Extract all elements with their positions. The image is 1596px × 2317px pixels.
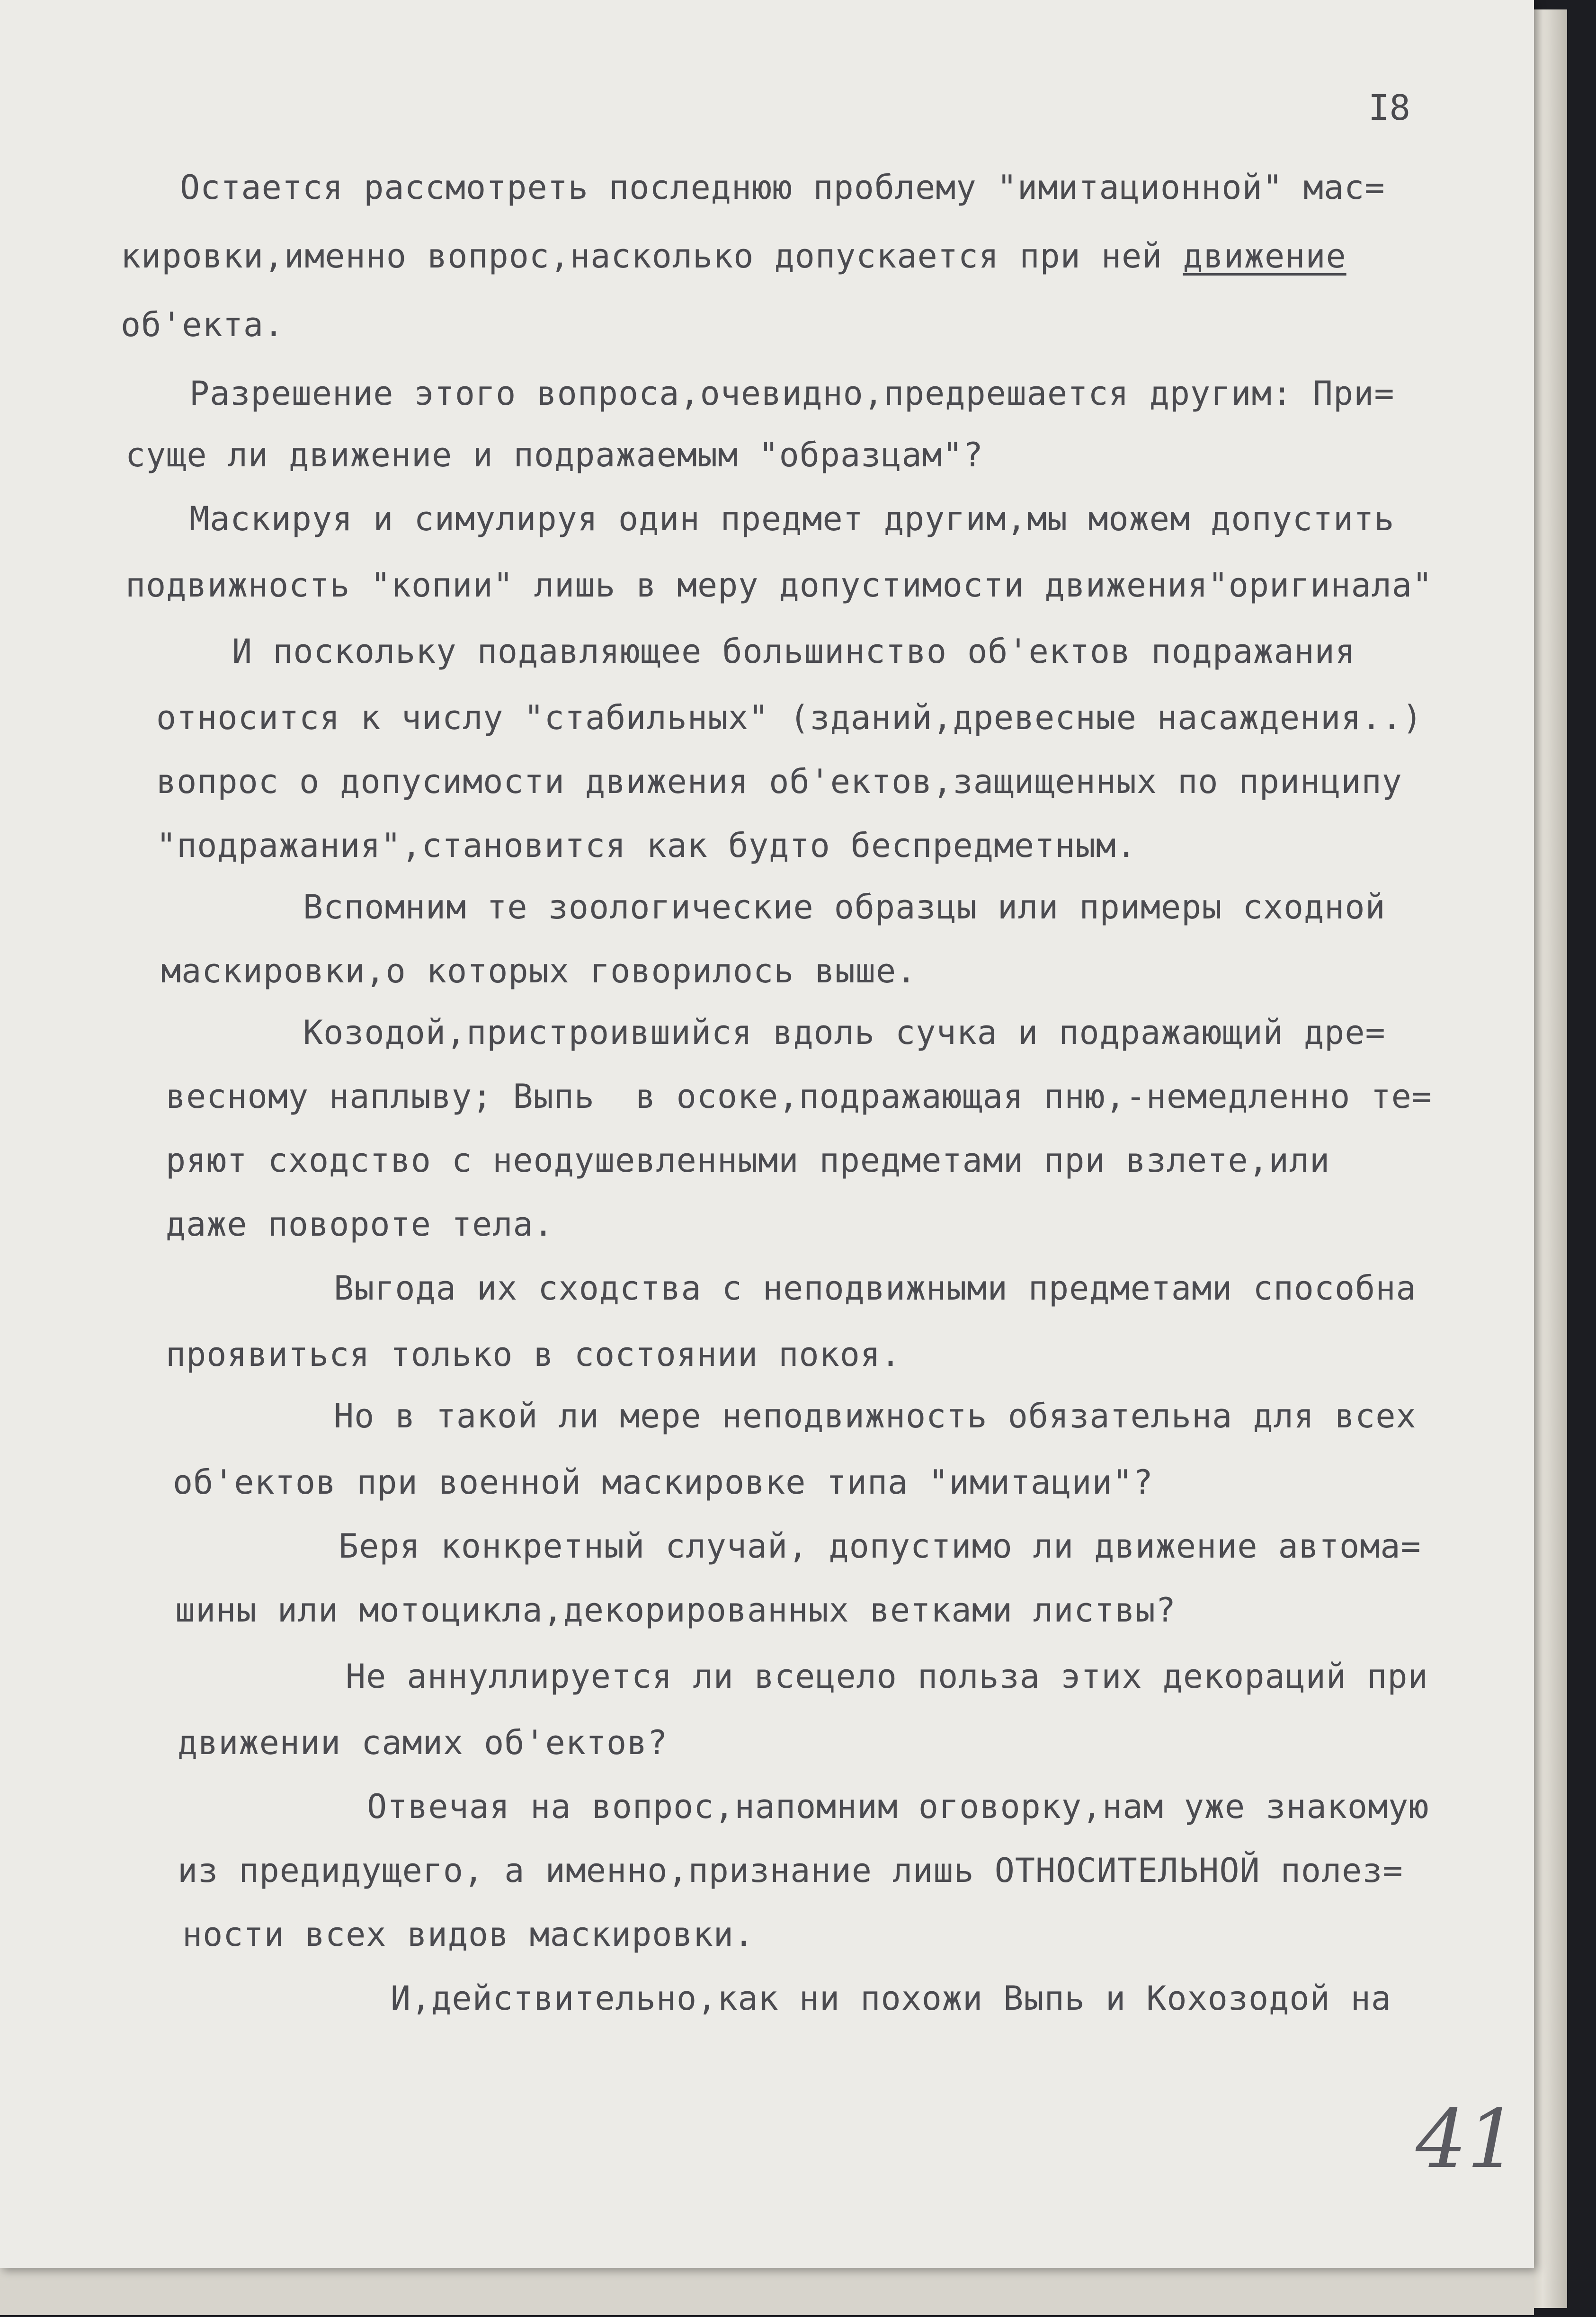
text-line: Беря конкретный случай, допустимо ли движение автома= bbox=[339, 1527, 1421, 1566]
text-line: Остается рассмотреть последнюю проблему "имитационной" мас= bbox=[180, 168, 1385, 207]
text-line: Но в такой ли мере неподвижность обязательна для всех bbox=[334, 1397, 1417, 1435]
archive-handwritten-number: 41 bbox=[1416, 2093, 1518, 2186]
text-line: Маскируя и симулируя один предмет другим,мы можем допустить bbox=[189, 499, 1395, 538]
text-line: даже повороте тела. bbox=[166, 1205, 554, 1244]
text-line: Не аннуллируется ли всецело польза этих декораций при bbox=[346, 1657, 1428, 1696]
text-line: Разрешение этого вопроса,очевидно,предрешается другим: При= bbox=[189, 374, 1395, 413]
text-line: шины или мотоцикла,декорированных ветками листвы? bbox=[175, 1591, 1177, 1630]
text-line: маскировки,о которых говорилось выше. bbox=[161, 952, 917, 990]
text-line: Отвечая на вопрос,напомним оговорку,нам уже знакомую bbox=[367, 1787, 1429, 1826]
page-number: I8 bbox=[1368, 88, 1411, 128]
text-line: вопрос о допусимости движения об'ектов,защищенных по принципу bbox=[156, 762, 1402, 801]
text-line: Козодой,пристроившийся вдоль сучка и подражающий дре= bbox=[303, 1013, 1386, 1052]
text-line: об'екта. bbox=[121, 305, 285, 344]
text-line: из предидущего, а именно,признание лишь ОТНОСИТЕЛЬНОЙ полез= bbox=[178, 1851, 1403, 1890]
text-line: проявиться только в состоянии покоя. bbox=[166, 1335, 901, 1374]
text-line: ряют сходство с неодушевленными предметами при взлете,или bbox=[166, 1141, 1330, 1180]
text-line bbox=[121, 237, 1346, 276]
text-line: об'ектов при военной маскировке типа "имитации"? bbox=[173, 1463, 1153, 1502]
text-line-part: кировки,именно вопрос,насколько допускается при ней bbox=[121, 237, 1163, 276]
text-line: ности всех видов маскировки. bbox=[182, 1915, 755, 1954]
text-line: суще ли движение и подражаемым "образцам"? bbox=[125, 436, 984, 474]
underlined-word: движение bbox=[1183, 237, 1346, 276]
text-line: подвижность "копии" лишь в меру допустимости движения"оригинала" bbox=[125, 566, 1433, 605]
text-line: весному наплыву; Выпь в осоке,подражающая пню,-немедленно те= bbox=[166, 1077, 1432, 1116]
text-line: движении самих об'ектов? bbox=[178, 1723, 668, 1762]
text-line: И поскольку подавляющее большинство об'ектов подражания bbox=[232, 632, 1355, 671]
text-line: И,действительно,как ни похожи Выпь и Кохозодой на bbox=[391, 1979, 1392, 2018]
text-line: Выгода их сходства с неподвижными предметами способна bbox=[334, 1269, 1417, 1308]
text-line: относится к числу "стабильных" (зданий,древесные насаждения..) bbox=[156, 698, 1423, 737]
text-line: Вспомним те зоологические образцы или примеры сходной bbox=[303, 888, 1386, 927]
text-line: "подражания",становится как будто беспредметным. bbox=[156, 826, 1137, 865]
